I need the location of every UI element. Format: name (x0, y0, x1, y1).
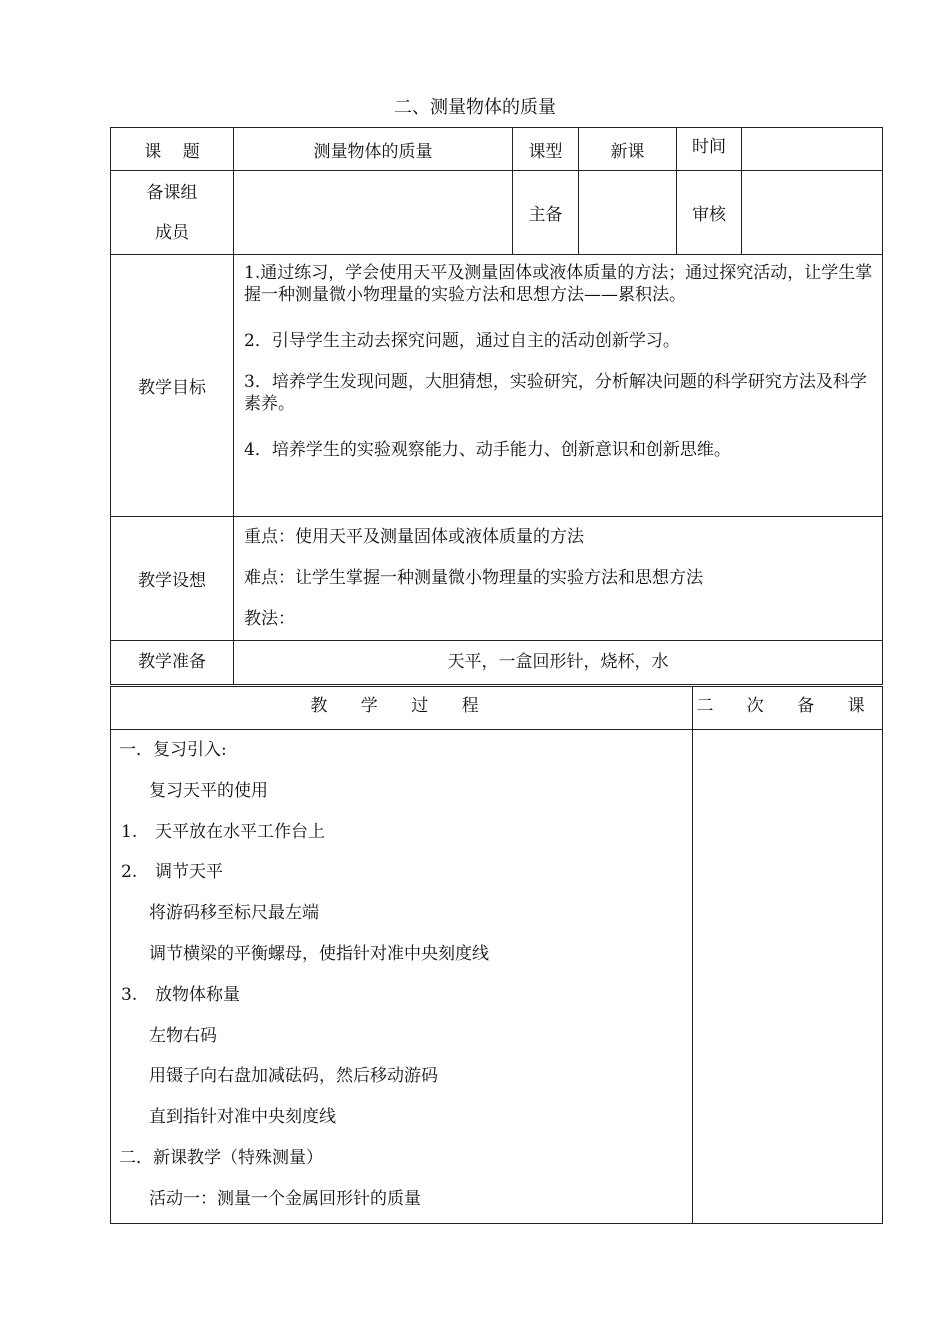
goal-item-3: 3．培养学生发现问题，大胆猜想，实验研究，分析解决问题的科学研究方法及科学素养。 (244, 372, 867, 414)
step-text: 调节天平 (155, 862, 223, 883)
process-header-text: 教 学 过 程 (310, 696, 493, 716)
prep-label: 教学准备 (111, 641, 234, 685)
process-line: 将游码移至标尺最左端 (149, 903, 319, 924)
lesson-info-table (110, 127, 883, 685)
design-content (234, 517, 883, 641)
prep-group-label-line1: 备课组 (146, 182, 198, 203)
process-step (119, 812, 692, 853)
process-step (119, 975, 692, 1016)
process-content (111, 730, 693, 1224)
step-number: 1. (121, 821, 138, 842)
second-prep-content (693, 730, 883, 1224)
prep-group-label (111, 171, 234, 255)
type-value: 新课 (579, 128, 677, 171)
main-preparer-value (579, 171, 677, 255)
process-step (119, 852, 692, 893)
process-line: 复习天平的使用 (149, 780, 268, 801)
process-line: 直到指针对准中央刻度线 (149, 1107, 336, 1128)
second-prep-header (693, 687, 883, 730)
topic-label: 课 题 (111, 128, 234, 171)
second-prep-header-text: 二 次 备 课 (696, 696, 879, 716)
prep-value: 天平，一盒回形针，烧杯，水 (234, 641, 883, 685)
step-text: 放物体称量 (155, 984, 240, 1005)
process-header (111, 687, 693, 730)
process-line: 活动一：测量一个金属回形针的质量 (149, 1188, 421, 1209)
design-label: 教学设想 (111, 517, 234, 641)
process-line: 左物右码 (149, 1025, 217, 1046)
process-line: 调节横梁的平衡螺母，使指针对准中央刻度线 (149, 943, 489, 964)
main-preparer-label: 主备 (513, 171, 579, 255)
time-label: 时间 (677, 128, 742, 171)
difficulty-text: 难点：让学生掌握一种测量微小物理量的实验方法和思想方法 (244, 568, 703, 588)
goals-label: 教学目标 (111, 255, 234, 517)
type-label: 课型 (513, 128, 579, 171)
process-line: 一．复习引入: (119, 740, 227, 760)
goals-content (234, 255, 883, 517)
teaching-process-table (110, 686, 883, 1224)
method-text: 教法： (244, 609, 295, 629)
document-title: 二、测量物体的质量 (394, 97, 556, 118)
process-line: 用镊子向右盘加减砝码，然后移动游码 (149, 1066, 438, 1087)
reviewer-label: 审核 (677, 171, 742, 255)
prep-group-label-line2: 成员 (155, 222, 189, 243)
step-number: 2. (121, 862, 138, 883)
step-number: 3. (121, 984, 138, 1005)
key-point-text: 重点：使用天平及测量固体或液体质量的方法 (244, 527, 584, 547)
time-value (742, 128, 883, 171)
step-text: 天平放在水平工作台上 (155, 821, 325, 842)
goal-item-2: 2．引导学生主动去探究问题，通过自主的活动创新学习。 (244, 331, 680, 351)
goal-item-4: 4．培养学生的实验观察能力、动手能力、创新意识和创新思维。 (244, 440, 731, 460)
process-line: 二．新课教学（特殊测量） (119, 1147, 323, 1168)
reviewer-value (742, 171, 883, 255)
topic-value: 测量物体的质量 (234, 128, 513, 171)
goal-item-1: 1.通过练习，学会使用天平及测量固体或液体质量的方法；通过探究活动，让学生掌握一种测量微小物理量的实验方法和思想方法——累积法。 (244, 263, 873, 305)
prep-group-value (234, 171, 513, 255)
